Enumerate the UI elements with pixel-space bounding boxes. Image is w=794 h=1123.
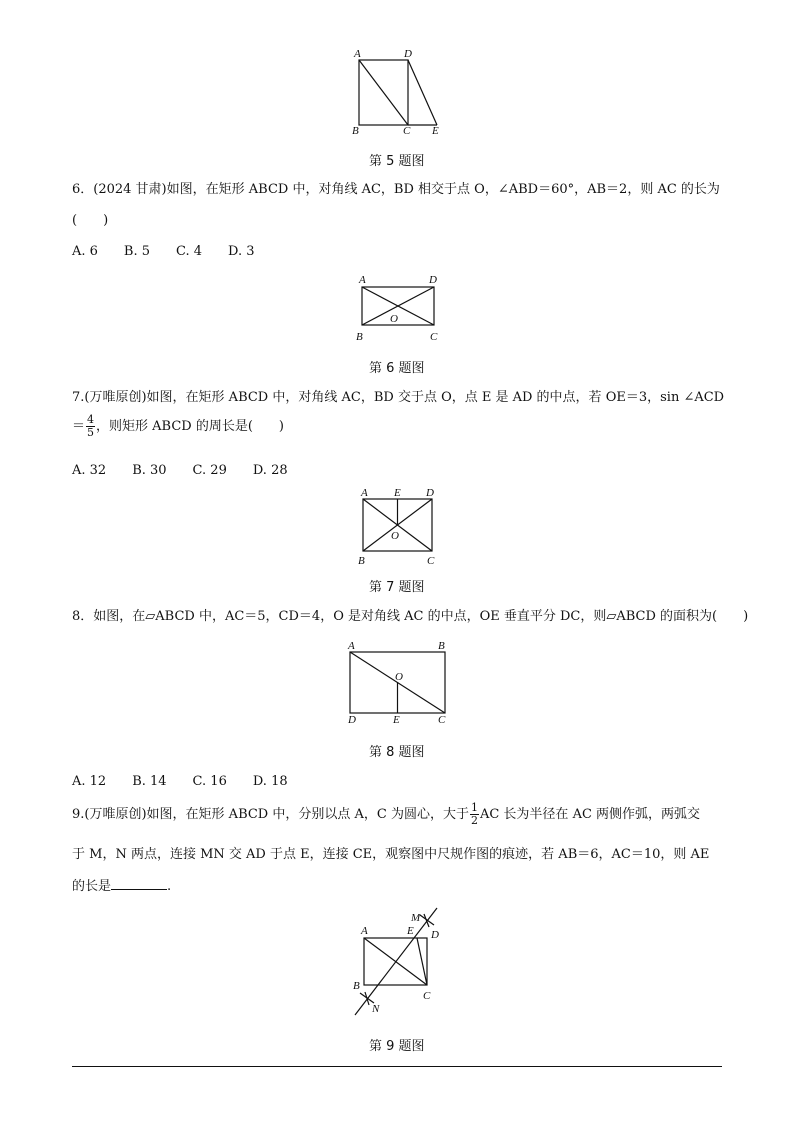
fig7-label-a: A — [361, 487, 368, 499]
q9-stem-line1 — [72, 800, 700, 830]
page-bottom-rule — [72, 1066, 722, 1067]
fig7-caption: 第 7 题图 — [369, 580, 425, 595]
figure-9 — [345, 905, 450, 1017]
fig9-label-e: E — [407, 925, 414, 937]
q9-stem-line1-pre: 9.(万唯原创)如图，在矩形 ABCD 中，分别以点 A，C 为圆心，大于 — [72, 807, 469, 822]
fig9-arc-mark-m1 — [420, 915, 434, 925]
q9-stem-line3-text: 的长是 — [72, 879, 112, 894]
fig9-label-n: N — [372, 1003, 380, 1015]
q7-stem-line1: 7.(万唯原创)如图，在矩形 ABCD 中，对角线 AC，BD 交于点 O，点 E 是 AD 的中点，若 OE＝3，sin ∠ACD — [72, 390, 725, 405]
q7-fraction — [86, 414, 95, 439]
q7-options: A. 32 B. 30 C. 29 D. 28 — [72, 463, 288, 478]
fig7-label-d: D — [426, 487, 434, 499]
fig8-label-d: D — [348, 714, 356, 726]
fig6-label-b: B — [356, 331, 363, 343]
fig5-label-e: E — [432, 125, 439, 136]
fig6-label-o: O — [390, 313, 398, 325]
q9-stem-line3 — [72, 877, 171, 896]
fig9-label-m: M — [411, 912, 421, 924]
q7-fraction-numerator: 4 — [87, 413, 95, 426]
q7-fraction-denominator: 5 — [87, 426, 95, 439]
fig9-label-d: D — [431, 929, 439, 941]
q8-stem-line1: 8．如图，在▱ABCD 中，AC＝5，CD＝4，O 是对角线 AC 的中点，OE 垂直平分 DC，则▱ABCD 的面积为( ) — [72, 609, 749, 624]
q9-fraction — [470, 802, 479, 827]
fig6-caption: 第 6 题图 — [369, 361, 425, 376]
fig8-label-a: A — [348, 640, 355, 652]
fig5-label-c: C — [403, 125, 411, 136]
fig7-label-e: E — [394, 487, 401, 499]
q9-fraction-denominator: 2 — [470, 814, 478, 827]
fig8-caption: 第 8 题图 — [369, 745, 425, 760]
fig8-label-e: E — [393, 714, 400, 726]
q9-answer-blank — [111, 877, 167, 890]
fig5-diagonal-ac — [359, 60, 408, 125]
fig5-label-d: D — [404, 48, 412, 60]
q9-fraction-numerator: 1 — [470, 801, 478, 814]
q7-stem-line2-text: ，则矩形 ABCD 的周长是( ) — [96, 419, 284, 434]
fig9-label-b: B — [353, 980, 360, 992]
fig6-label-c: C — [430, 331, 438, 343]
q6-options: A. 6 B. 5 C. 4 D. 3 — [72, 244, 255, 259]
q8-options: A. 12 B. 14 C. 16 D. 18 — [72, 774, 288, 789]
figure-6 — [350, 270, 445, 346]
fig9-label-c: C — [423, 990, 431, 1002]
q9-stem-line2: 于 M，N 两点，连接 MN 交 AD 于点 E，连接 CE，观察图中尺规作图的痕迹，若 AB＝6，AC＝10，则 AE — [72, 847, 710, 862]
fig5-label-a: A — [354, 48, 361, 60]
fig7-label-b: B — [358, 555, 365, 567]
q6-answer-paren: ( ) — [72, 213, 109, 228]
fig5-caption: 第 5 题图 — [369, 154, 425, 169]
q9-stem-line3-end: . — [167, 879, 172, 894]
fig9-caption: 第 9 题图 — [369, 1039, 425, 1054]
fig7-label-o: O — [391, 530, 399, 542]
fig6-label-a: A — [359, 274, 366, 286]
fig6-label-d: D — [429, 274, 437, 286]
fig5-label-b: B — [352, 125, 359, 136]
fig5-segment-de — [408, 60, 437, 125]
fig8-label-o: O — [395, 671, 403, 683]
q7-equals: ＝ — [72, 419, 86, 434]
figure-7 — [352, 484, 444, 568]
q6-stem-line1: 6．(2024 甘肃)如图，在矩形 ABCD 中，对角线 AC，BD 相交于点 O，∠ABD＝60°，AB＝2，则 AC 的长为 — [72, 182, 720, 197]
fig8-label-c: C — [438, 714, 446, 726]
q9-stem-line1-post: AC 长为半径在 AC 两侧作弧，两弧交 — [479, 807, 701, 822]
fig9-label-a: A — [361, 925, 368, 937]
fig8-label-b: B — [438, 640, 445, 652]
figure-8 — [340, 636, 455, 728]
fig7-label-c: C — [427, 555, 435, 567]
q7-stem-line2 — [72, 412, 284, 442]
figure-5 — [340, 44, 450, 136]
